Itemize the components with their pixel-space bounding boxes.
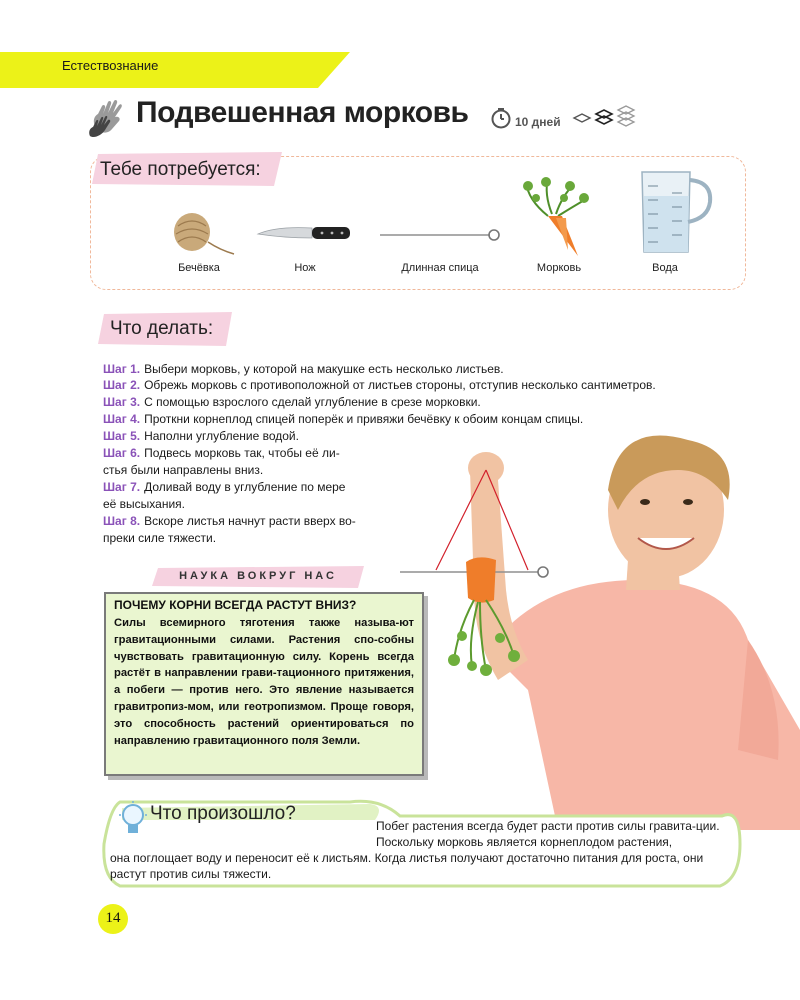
materials-heading: Тебе потребуется: (100, 159, 261, 180)
step-4: Шаг 4. Проткни корнеплод спицей поперёк и привяжи бечёвку к обоим концам спицы. (103, 412, 584, 426)
needle-icon (378, 228, 502, 242)
science-tag: НАУКА ВОКРУГ НАС (179, 570, 337, 582)
step-7: Шаг 7. Доливай воду в углубление по мере её высыхания. (103, 480, 346, 511)
result-text-part-1: Побег растения всегда будет расти против силы гравита-ции. Поскольку морковь является корнеплодом растения, (376, 819, 720, 849)
science-title: ПОЧЕМУ КОРНИ ВСЕГДА РАСТУТ ВНИЗ? (114, 598, 357, 612)
material-label-needle: Длинная спица (401, 262, 479, 274)
boy-with-carrot-illustration (388, 430, 800, 830)
science-text: Силы всемирного тяготения также называ-ют гравитационными силами. Растения спо-собны чувствовать гравитационную силу. Корень всегда растёт в направлении грави-тационного притяжения, а побеги — против него. Это явление называется гравитропиз-мом, или геотропизмом. Проще говоря, это способность растений ориентироваться по направлению гравитационного поля Земли. (114, 617, 414, 747)
duration-label: 10 дней (515, 115, 561, 129)
step-6: Шаг 6. Подвесь морковь так, чтобы её ли- стья были направлены вниз. (103, 446, 340, 477)
knife-icon (256, 222, 352, 244)
material-label-carrot: Морковь (536, 262, 582, 274)
step-3: Шаг 3. С помощью взрослого сделай углубление в срезе морковки. (103, 395, 481, 409)
material-label-knife: Нож (294, 262, 316, 274)
steps-heading: Что делать: (110, 318, 214, 339)
carrot-icon (518, 176, 598, 260)
section-tab (0, 52, 350, 88)
material-label-twine: Бечёвка (178, 262, 220, 274)
result-heading: Что произошло? (150, 803, 296, 824)
step-5: Шаг 5. Наполни углубление водой. (103, 429, 299, 443)
page-title: Подвешенная морковь (136, 96, 469, 129)
page-number: 14 (105, 910, 121, 926)
step-2: Шаг 2. Обрежь морковь с противоположной от листьев стороны, отступив несколько сантиметров. (103, 378, 656, 392)
hand-icon (88, 98, 130, 140)
section-label: Естествознание (62, 58, 159, 73)
twine-icon (168, 208, 238, 258)
water-jug-icon (632, 166, 718, 256)
step-1: Шаг 1. Выбери морковь, у которой на макушке есть несколько листьев. (103, 362, 504, 376)
material-label-water: Вода (652, 262, 678, 274)
lightbulb-icon (116, 800, 150, 840)
step-8: Шаг 8. Вскоре листья начнут расти вверх во- преки силе тяжести. (103, 514, 356, 545)
result-text-part-2: она поглощает воду и переносит её к листьям. Когда листья получают достаточно питания для роста, они растут против силы тяжести. (110, 851, 704, 881)
timer-icon (490, 107, 512, 129)
difficulty-icon (572, 104, 652, 130)
